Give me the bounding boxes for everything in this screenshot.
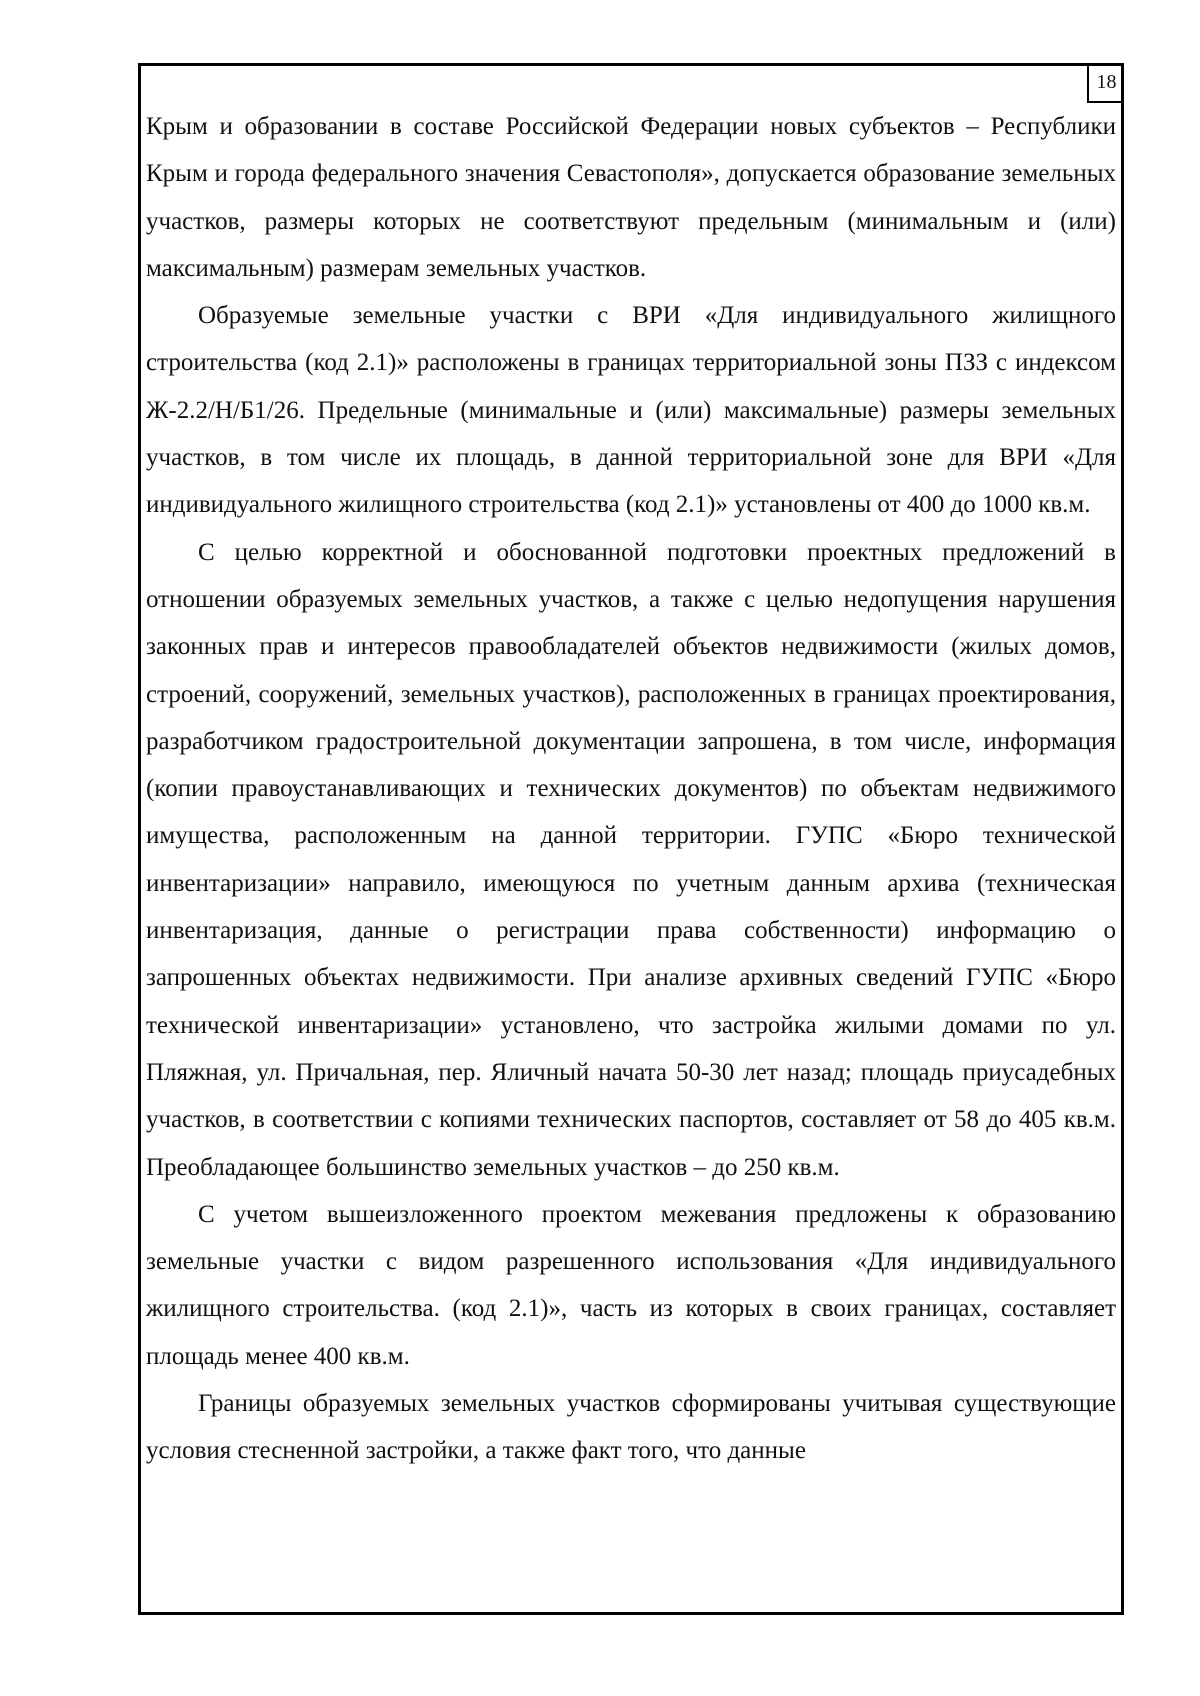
document-body — [146, 103, 1116, 1475]
paragraph-2: Образуемые земельные участки с ВРИ «Для индивидуального жилищного строительства (код 2.1)» расположены в границах территориальной зоны ПЗЗ с индексом Ж-2.2/Н/Б1/26. Предельные (минимальные и (или) максимальные) размеры земельных участков, в том числе их площадь, в данной территориальной зоне для ВРИ «Для индивидуального жилищного строительства (код 2.1)» установлены от 400 до 1000 кв.м. — [146, 302, 1116, 519]
page-number: 18 — [1087, 63, 1124, 103]
paragraph-5: Границы образуемых земельных участков сформированы учитывая существующие условия стесненной застройки, а также факт того, что данные — [146, 1390, 1116, 1465]
paragraph-3: С целью корректной и обоснованной подготовки проектных предложений в отношении образуемых земельных участков, а также с целью недопущения нарушения законных прав и интересов правообладателей объектов недвижимости (жилых домов, строений, сооружений, земельных участков), расположенных в границах проектирования, разработчиком градостроительной документации запрошена, в том числе, информация (копии правоустанавливающих и технических документов) по объектам недвижимого имущества, расположенным на данной территории. ГУПС «Бюро технической инвентаризации» направило, имеющуюся по учетным данным архива (техническая инвентаризация, данные о регистрации права собственности) информацию о запрошенных объектах недвижимости. При анализе архивных сведений ГУПС «Бюро технической инвентаризации» установлено, что застройка жилыми домами по ул. Пляжная, ул. Причальная, пер. Яличный начата 50-30 лет назад; площадь приусадебных участков, в соответствии с копиями технических паспортов, составляет от 58 до 405 кв.м. Преобладающее большинство земельных участков – до 250 кв.м. — [146, 538, 1116, 1181]
paragraph-4: С учетом вышеизложенного проектом межевания предложены к образованию земельные участки с видом разрешенного использования «Для индивидуального жилищного строительства. (код 2.1)», часть из которых в своих границах, составляет площадь менее 400 кв.м. — [146, 1200, 1116, 1370]
paragraph-1: Крым и образовании в составе Российской Федерации новых субъектов – Республики Крым и города федерального значения Севастополя», допускается образование земельных участков, размеры которых не соответствуют предельным (минимальным и (или) максимальным) размерам земельных участков. — [146, 113, 1116, 282]
